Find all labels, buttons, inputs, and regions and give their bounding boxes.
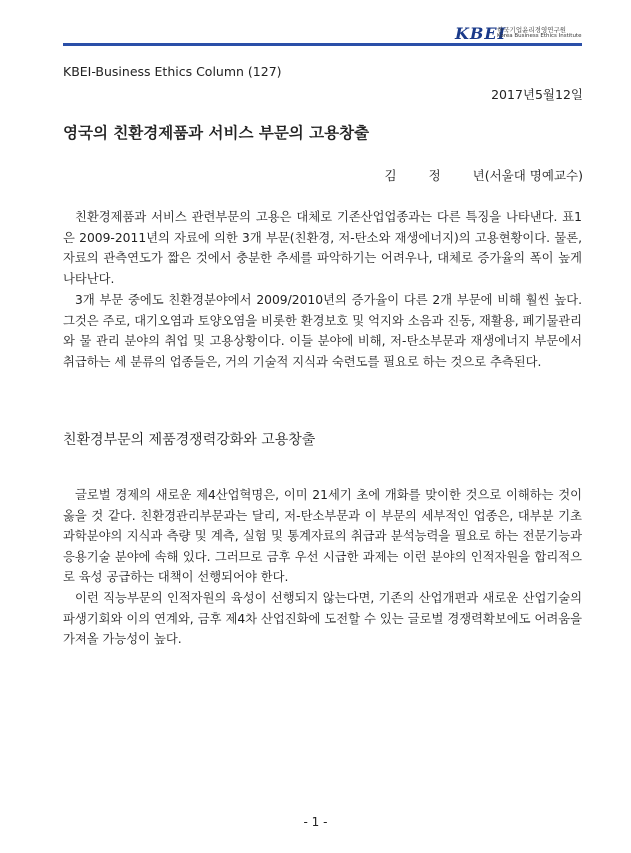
- page-number: - 1 -: [303, 815, 328, 829]
- logo-korean-name: 한국기업윤리경영연구원: [497, 26, 567, 34]
- section-heading: 친환경부문의 제품경쟁력강화와 고용창출: [63, 432, 316, 448]
- institute-logo: [455, 24, 605, 42]
- header-divider: [63, 43, 582, 46]
- logo-mark: KBEI: [455, 24, 507, 43]
- author-affiliation: (서울대 명예교수): [484, 168, 583, 183]
- body-paragraph-1: 친환경제품과 서비스 관련부문의 고용은 대체로 기존산업업종과는 다른 특징을 나타낸다. 표1은 2009-2011년의 자료에 의한 3개 부문(친환경, 저-탄소와 재생에너지)의 고용현황이다. 물론, 자료의 관측연도가 짧은 것에서 충분한 추세를 파악하기는 어려우나, 대체로 증가율의 폭이 높게 나타난다.: [63, 210, 582, 286]
- section-paragraph-1: 글로벌 경제의 새로운 제4산업혁명은, 이미 21세기 초에 개화를 맞이한 것으로 이해하는 것이 옳을 것 같다. 친환경관리부문과는 달리, 저-탄소부문과 이 부문의 세부적인 업종은, 대부분 기초과학분야의 지식과 측량 및 계측, 실험 및 통계자료의 취급과 분석능력을 필요로 하는 전문기능과 응용기술 분야에 속해 있다. 그러므로 금후 우선 시급한 과제는 이런 분야의 인적자원을 합리적으로 육성 공급하는 대책이 선행되어야 한다.: [63, 488, 582, 584]
- body-paragraph-2: 3개 부문 중에도 친환경분야에서 2009/2010년의 증가율이 다른 2개 부문에 비해 훨씬 높다. 그것은 주로, 대기오염과 토양오염을 비롯한 환경보호 및 억지와 소음과 진동, 재활용, 폐기물관리와 물 관리 분야의 취업 및 고용상황이다. 이들 분야에 비해, 저-탄소부문과 재생에너지 부문에서 취급하는 세 분류의 업종들은, 거의 기술적 지식과 숙련도를 필요로 하는 것으로 추측된다.: [63, 293, 582, 369]
- column-label: KBEI-Business Ethics Column (127): [63, 64, 282, 79]
- publication-date: 2017년5월12일: [491, 87, 583, 102]
- section-paragraph-2: 이런 직능부문의 인적자원의 육성이 선행되지 않는다면, 기존의 산업개편과 새로운 산업기술의 파생기회와 이의 연계와, 금후 제4차 산업진화에 도전할 수 있는 글로벌 경쟁력확보에도 어려움을 가져올 가능성이 높다.: [63, 591, 582, 646]
- logo-english-name: Korea Business Ethics Institute: [497, 33, 582, 39]
- author-name: 김 정 년: [384, 168, 485, 183]
- page-title: 영국의 친환경제품과 서비스 부문의 고용창출: [63, 124, 370, 142]
- author-line: [385, 166, 583, 184]
